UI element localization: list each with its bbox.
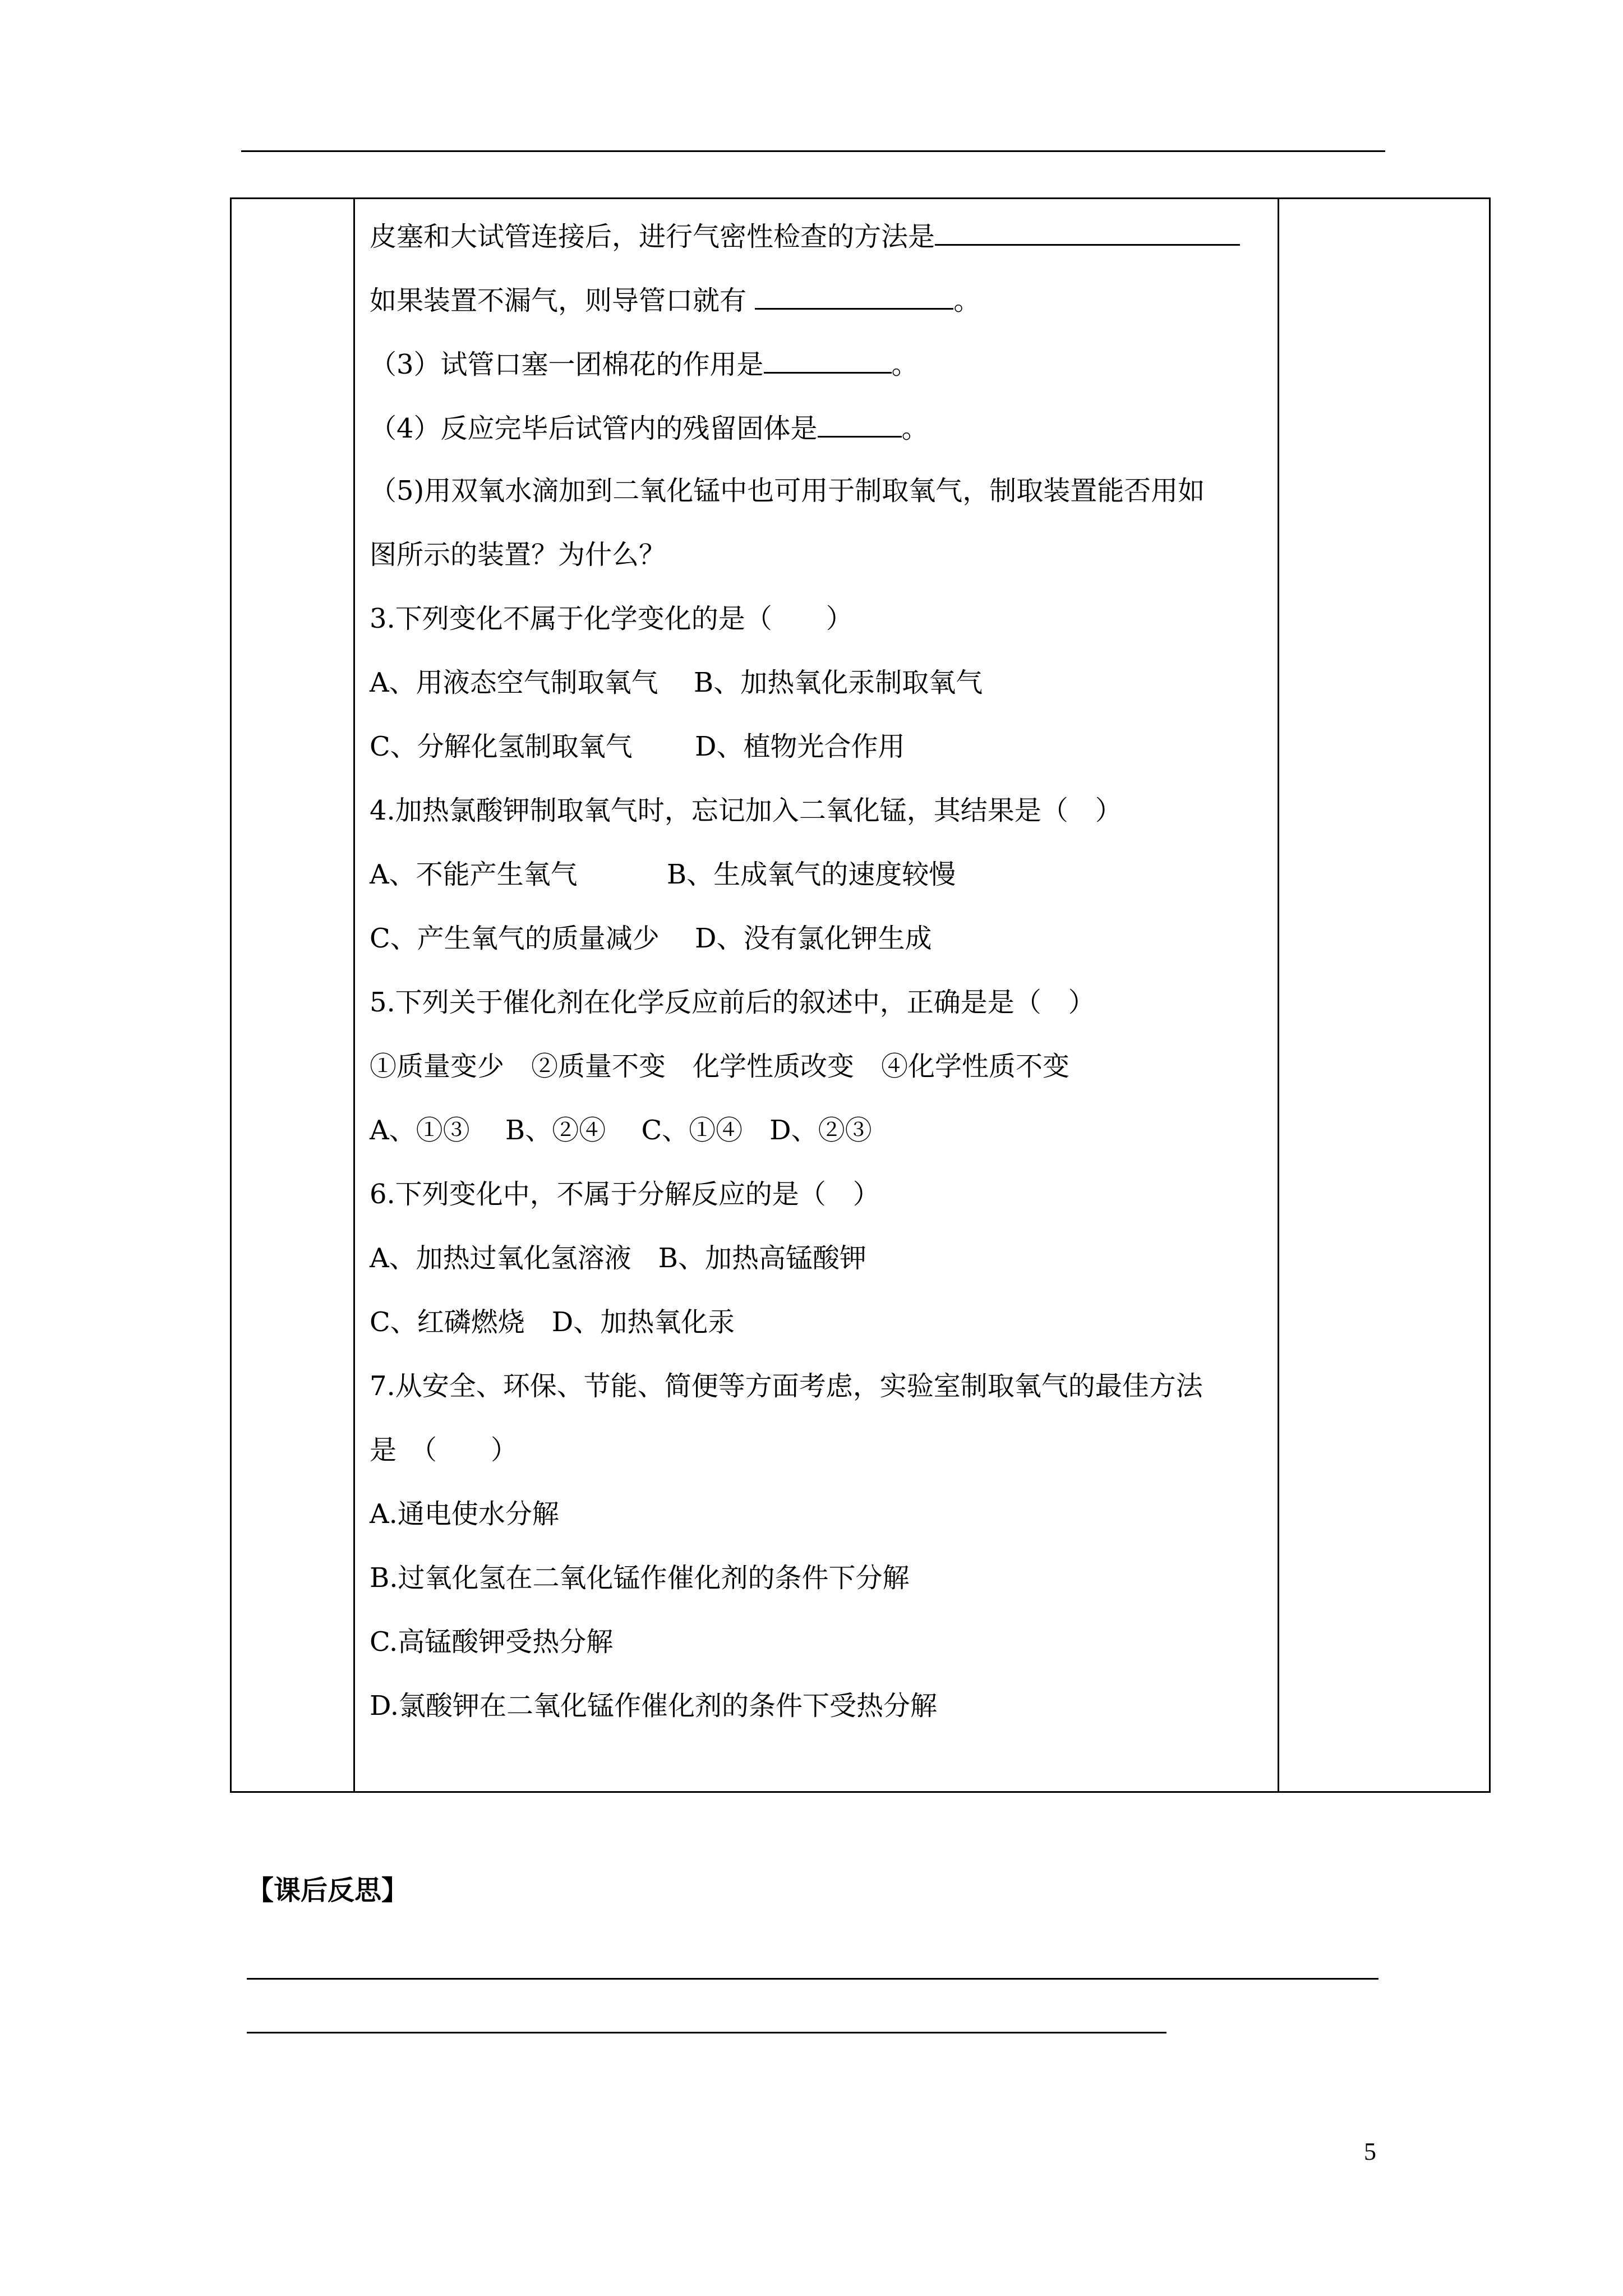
answer-blank bbox=[764, 346, 892, 374]
question-line: 7.从安全、环保、节能、简便等方面考虑，实验室制取氧气的最佳方法 bbox=[370, 1370, 1203, 1402]
question-line: 如果装置不漏气，则导管口就有 。 bbox=[370, 282, 980, 318]
question-line: （3）试管口塞一团棉花的作用是 。 bbox=[370, 346, 919, 381]
reflection-line bbox=[247, 2032, 1166, 2033]
answer-blank bbox=[755, 282, 953, 310]
question-line: 4.加热氯酸钾制取氧气时，忘记加入二氧化锰，其结果是（ ） bbox=[370, 795, 1122, 826]
page-number: 5 bbox=[1364, 2138, 1376, 2165]
option-line: B.过氧化氢在二氧化锰作催化剂的条件下分解 bbox=[370, 1562, 910, 1594]
question-line: 图所示的装置？为什么？ bbox=[370, 539, 666, 570]
option-line: A、用液态空气制取氧气 B、加热氧化汞制取氧气 bbox=[370, 667, 983, 698]
table-column-divider-right bbox=[1278, 199, 1279, 1791]
question-line: 是 （ ） bbox=[370, 1434, 518, 1466]
option-line: A、①③ B、②④ C、①④ D、②③ bbox=[370, 1115, 872, 1146]
lesson-table bbox=[230, 197, 1491, 1793]
question-line: （5)用双氧水滴加到二氧化锰中也可用于制取氧气，制取装置能否用如 bbox=[370, 475, 1205, 507]
option-line: A.通电使水分解 bbox=[370, 1498, 559, 1530]
option-line: ①质量变少 ②质量不变 化学性质改变 ④化学性质不变 bbox=[370, 1051, 1070, 1082]
question-line: （4）反应完毕后试管内的残留固体是 。 bbox=[370, 410, 929, 445]
answer-blank bbox=[818, 410, 902, 438]
option-line: D.氯酸钾在二氧化锰作催化剂的条件下受热分解 bbox=[370, 1690, 938, 1722]
answer-blank bbox=[935, 218, 1240, 246]
option-line: A、加热过氧化氢溶液 B、加热高锰酸钾 bbox=[370, 1243, 866, 1274]
option-line: A、不能产生氧气 B、生成氧气的速度较慢 bbox=[370, 859, 956, 890]
option-line: C、产生氧气的质量减少 D、没有氯化钾生成 bbox=[370, 923, 932, 954]
reflection-line bbox=[247, 1978, 1378, 1980]
header-rule bbox=[241, 150, 1385, 152]
question-line: 皮塞和大试管连接后，进行气密性检查的方法是 bbox=[370, 218, 1240, 254]
table-column-divider-left bbox=[353, 199, 355, 1791]
option-line: C、红磷燃烧 D、加热氧化汞 bbox=[370, 1306, 735, 1338]
reflection-title: 【课后反思】 bbox=[247, 1875, 409, 1906]
question-line: 3.下列变化不属于化学变化的是（ ） bbox=[370, 603, 853, 634]
option-line: C.高锰酸钾受热分解 bbox=[370, 1626, 614, 1658]
question-line: 5.下列关于催化剂在化学反应前后的叙述中，正确是是（ ） bbox=[370, 987, 1095, 1018]
question-line: 6.下列变化中，不属于分解反应的是（ ） bbox=[370, 1179, 880, 1210]
option-line: C、分解化氢制取氧气 D、植物光合作用 bbox=[370, 731, 905, 762]
